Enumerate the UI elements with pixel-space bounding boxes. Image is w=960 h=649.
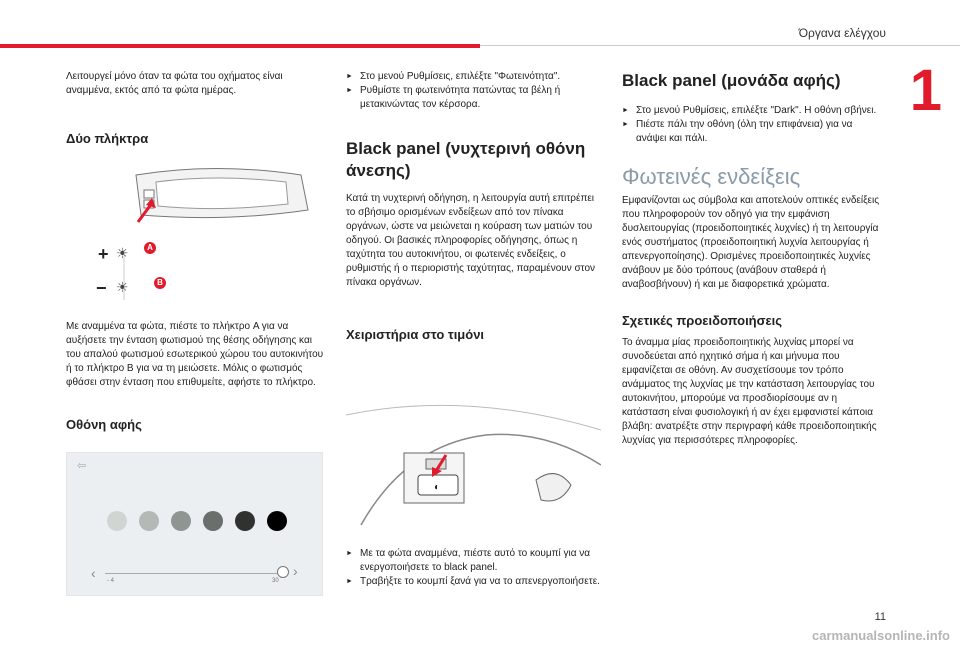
dashboard-drawing <box>66 160 326 310</box>
slider-right-arrow-icon[interactable]: › <box>293 563 298 579</box>
settings-instructions <box>346 70 601 112</box>
section-title: Όργανα ελέγχου <box>798 26 886 40</box>
slider-min-label: - 4 <box>107 578 115 584</box>
column-3 <box>622 70 884 448</box>
touch-screen-illustration <box>66 452 323 596</box>
heading-black-panel-night: Black panel (νυχτερινή οθόνη άνεσης) <box>346 139 586 180</box>
header-accent-bar <box>0 44 480 48</box>
column-2-lower <box>346 547 601 589</box>
steering-controls-illustration <box>346 375 601 540</box>
svg-text:☀: ☀ <box>116 245 129 261</box>
heading-two-buttons: Δύο πλήκτρα <box>66 131 149 146</box>
list-item: ► Ρυθμίστε τη φωτεινότητα πατώντας τα βέλη ή μετακινώντας τον κέρσορα. <box>346 84 601 112</box>
svg-text:−: − <box>96 278 107 298</box>
column-1 <box>66 70 326 146</box>
page-number: 11 <box>874 611 886 623</box>
button-b-label: B <box>154 277 166 289</box>
list-item: ► Πιέστε πάλι την οθόνη (όλη την επιφάνεια) για να ανάψει και πάλι. <box>622 118 884 146</box>
warning-lights-body-text: Εμφανίζονται ως σύμβολα και αποτελούν οπτικές ενδείξεις που πληροφορούν τον οδηγό για την εμφάνιση δυσλειτουργίας (προειδοποιητικές λυχνίες) ή τη λειτουργία ενός συστήματος (προειδοποιητική λυχνία λειτουργίας ή απενεργοποίησης). Ορισμένες προειδοποιητικές λυχνίες ανάβουν με δύο τρόπους (ανάβουν σταθερά ή αναβοσβήνουν) ή και με διαφορετικά χρώματα. <box>622 195 880 290</box>
related-warnings-body-text: Το άναμμα μίας προειδοποιητικής λυχνίας μπορεί να συνοδεύεται από ηχητικό σήμα ή και μήνυμα που εμφανίζεται σε οθόνη. Αν συσχετίσουμε τον τρόπο ανάμματος της λυχνίας με την κατάσταση λειτουργίας του αυτοκινήτου, μπορούμε να προσδιορίσουμε αν η κατάσταση είναι φυσιολογική ή αν έχει εμφανιστεί κάποια βλάβη: ανατρέξτε στην περιγραφή κάθε προειδοποιητικής λυχνίας για περισσότερες πληροφορίες. <box>622 337 877 446</box>
black-panel-instructions <box>346 547 601 589</box>
svg-text:+: + <box>98 244 109 264</box>
column-2 <box>346 70 601 342</box>
watermark: carmanualsonline.info <box>812 628 950 643</box>
button-a-label: A <box>144 242 156 254</box>
brightness-swatch[interactable] <box>139 511 159 531</box>
chapter-number: 1 <box>909 58 942 123</box>
heading-touch-screen: Οθόνη αφής <box>66 417 142 432</box>
list-item: ► Με τα φώτα αναμμένα, πιέστε αυτό το κουμπί για να ενεργοποιήσετε το black panel. <box>346 547 601 575</box>
back-arrow-icon[interactable]: ⇦ <box>77 460 87 472</box>
buttons-body-text: Με αναμμένα τα φώτα, πιέστε το πλήκτρο A για να αυξήσετε την ένταση φωτισμού της θέσης οδήγησης και του απαλού φωτισμού εσωτερικού χώρου του αυτοκινήτου ή το πλήκτρο B για να τη μειώσετε. Μόλις ο φωτισμός φθάσει στην ένταση που επιθυμείτε, αφήστε το πλήκτρο. <box>66 321 324 388</box>
column-1-lower <box>66 320 326 432</box>
heading-warning-lights: Φωτεινές ενδείξεις <box>622 164 801 189</box>
slider-max-label: 30 <box>272 578 279 584</box>
intro-text: Λειτουργεί μόνο όταν τα φώτα του οχήματος είναι αναμμένα, εκτός από τα φώτα ημέρας. <box>66 71 283 96</box>
buttons-illustration <box>66 160 326 310</box>
heading-steering-controls: Χειριστήρια στο τιμόνι <box>346 327 485 342</box>
brightness-swatch[interactable] <box>267 511 287 531</box>
heading-related-warnings: Σχετικές προειδοποιήσεις <box>622 313 783 328</box>
dark-mode-instructions <box>622 104 884 146</box>
steering-drawing <box>346 375 601 540</box>
brightness-swatch[interactable] <box>203 511 223 531</box>
brightness-slider-thumb[interactable] <box>277 566 289 578</box>
header-rule <box>480 45 960 46</box>
black-panel-body-text: Κατά τη νυχτερινή οδήγηση, η λειτουργία αυτή επιτρέπει το σβήσιμο ορισμένων ενδείξεων από τον πίνακα οργάνων, ώστε να μειώνεται η κούραση των ματιών του οδηγού. Οι βασικές πληροφορίες οδήγησης, όπως η ταχύτητα του αυτοκινήτου, οι φωτεινές ενδείξεις, ο ρυθμιστής ή ο περιοριστής ταχύτητας, παραμένουν στον πίνακα οργάνων. <box>346 193 596 288</box>
list-item: ► Στο μενού Ρυθμίσεις, επιλέξτε "Φωτεινότητα". <box>346 70 601 84</box>
list-item: ► Στο μενού Ρυθμίσεις, επιλέξτε "Dark". Η οθόνη σβήνει. <box>622 104 884 118</box>
brightness-swatch[interactable] <box>235 511 255 531</box>
svg-text:☀: ☀ <box>116 279 129 295</box>
slider-left-arrow-icon[interactable]: ‹ <box>91 565 96 581</box>
brightness-slider-track[interactable] <box>105 573 281 574</box>
brightness-swatch[interactable] <box>107 511 127 531</box>
list-item: ► Τραβήξτε το κουμπί ξανά για να το απενεργοποιήσετε. <box>346 575 601 589</box>
brightness-swatch[interactable] <box>171 511 191 531</box>
heading-black-panel-touch: Black panel (μονάδα αφής) <box>622 71 841 90</box>
svg-text:◐: ◐ <box>434 482 441 493</box>
